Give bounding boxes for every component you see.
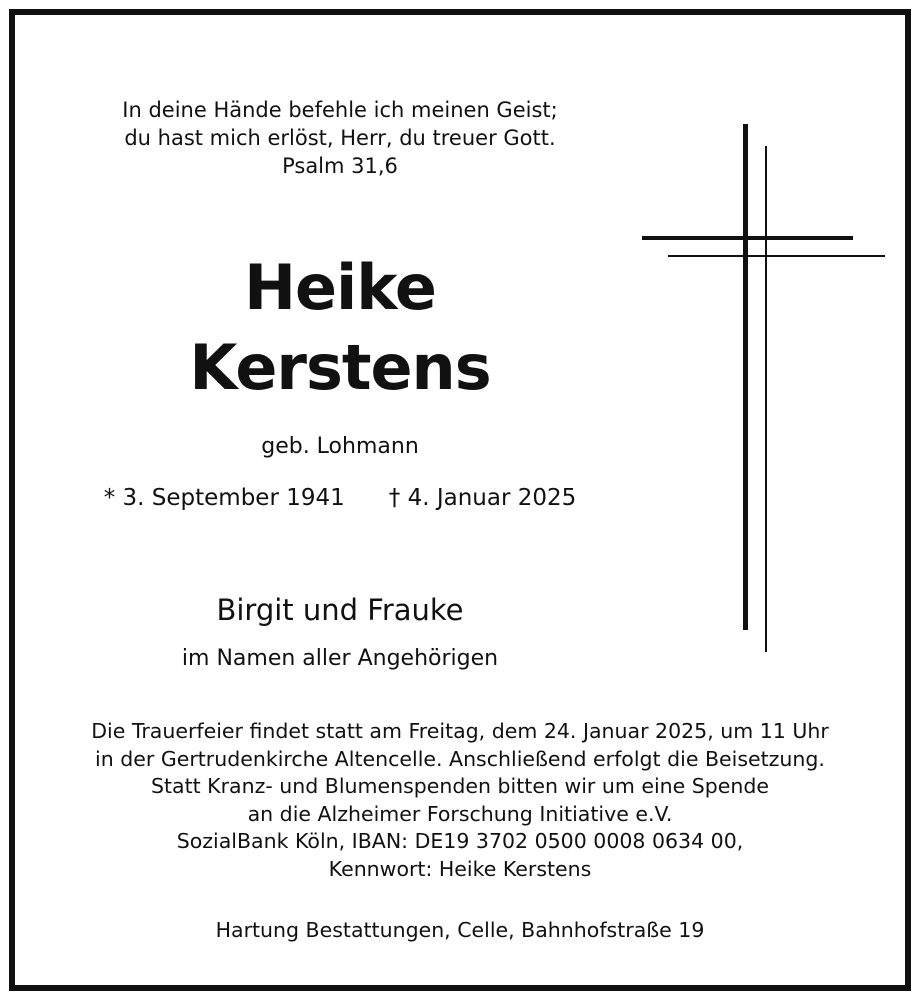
life-dates [40,482,640,514]
psalm-quote [40,96,640,180]
psalm-reference: Psalm 31,6 [282,154,398,178]
mourners-subline: im Namen aller Angehörigen [181,646,499,671]
cross-horizontal-bar-main [642,236,853,240]
cross-vertical-bar-shadow [765,146,767,652]
deceased-first-name: Heike [244,251,436,324]
service-info-line-5: SozialBank Köln, IBAN: DE19 3702 0500 0008 0634 00, [176,829,744,854]
service-info [30,718,890,884]
deceased-name [40,248,640,408]
service-info-line-3: Statt Kranz- und Blumenspenden bitten wir um eine Spende [150,774,770,799]
service-info-line-1: Die Trauerfeier findet statt am Freitag, dem 24. Januar 2025, um 11 Uhr [91,719,829,743]
funeral-home: Hartung Bestattungen, Celle, Bahnhofstraße 19 [215,918,705,942]
birth-name: geb. Lohmann [261,434,419,459]
deceased-last-name: Kerstens [189,331,491,404]
cross-vertical-bar-main [743,124,748,630]
service-info-line-2: in der Gertrudenkirche Altencelle. Anschließend erfolgt die Beisetzung. [95,746,825,771]
death-date: † 4. Januar 2025 [388,485,577,511]
birth-date: * 3. September 1941 [103,485,345,511]
cross-horizontal-bar-shadow [668,255,885,257]
psalm-line-2: du hast mich erlöst, Herr, du treuer Gott. [124,126,556,150]
service-info-line-4: an die Alzheimer Forschung Initiative e.V. [247,801,673,826]
service-info-line-6: Kennwort: Heike Kerstens [328,856,592,881]
psalm-line-1: In deine Hände befehle ich meinen Geist; [122,98,558,122]
mourners-names: Birgit und Frauke [216,593,464,627]
